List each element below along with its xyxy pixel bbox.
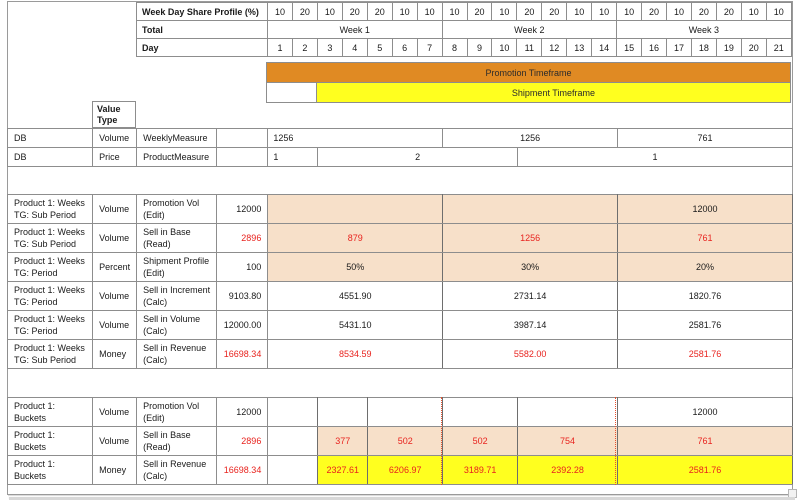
weeks-total-value: 9103.80: [217, 282, 268, 311]
buckets-data-table: [7, 397, 793, 485]
weeks-row-label: [8, 195, 93, 224]
weeks-row-label-line2: TG: Period: [14, 267, 58, 278]
db-table-row: [8, 129, 793, 148]
weeks-row-label-line1: Product 1: Weeks: [14, 343, 85, 353]
calendar-header-table: [136, 2, 792, 57]
weeks-value-cell-3-1[interactable]: 50%: [268, 253, 443, 282]
db-period-cell-2-2[interactable]: 2: [318, 148, 518, 167]
value-type-line2: Type: [97, 115, 118, 125]
share-profile-day-20: 10: [741, 3, 766, 21]
weeks-value-type: Volume: [93, 195, 137, 224]
weeks-row-label-line1: Product 1: Weeks: [14, 285, 85, 295]
weeks-total-value: 12000: [217, 195, 268, 224]
db-period-cell-1-1[interactable]: 1256: [268, 129, 443, 148]
calendar-row-day: [137, 39, 792, 57]
page-shadow: [9, 497, 795, 500]
weeks-value-cell-5-3[interactable]: 2581.76: [618, 311, 793, 340]
week-day-share-profile-label: Week Day Share Profile (%): [137, 3, 268, 21]
weeks-measure-name[interactable]: [137, 311, 217, 340]
buckets-value-type: Money: [93, 456, 137, 485]
buckets-value-cell-2-1[interactable]: [268, 427, 318, 456]
weeks-row-label: [8, 282, 93, 311]
db-total-value: [217, 129, 268, 148]
weeks-row-label-line1: Product 1: Weeks: [14, 314, 85, 324]
shipment-timeframe-label: Shipment Timeframe: [511, 87, 595, 98]
week-label-1: Week 1: [268, 21, 443, 39]
weeks-measure-line1: Promotion Vol: [143, 198, 200, 208]
weeks-row: [8, 340, 793, 369]
db-period-cell-1-3[interactable]: 761: [618, 129, 793, 148]
buckets-row-label: [8, 456, 93, 485]
day-header-18: 18: [691, 39, 716, 57]
calendar-row-total: [137, 21, 792, 39]
calendar-row-share-profile: [137, 3, 792, 21]
buckets-row-label-line1: Product 1:: [14, 401, 56, 411]
weeks-row-label: [8, 311, 93, 340]
day-header-4: 4: [342, 39, 367, 57]
db-source-label: DB: [8, 129, 93, 148]
share-profile-day-9: 20: [467, 3, 492, 21]
promotion-timeframe-row: [267, 63, 791, 83]
share-profile-day-8: 10: [442, 3, 467, 21]
buckets-value-cell-2-5[interactable]: 754: [518, 427, 618, 456]
weeks-row-label-line2: TG: Sub Period: [14, 238, 77, 249]
buckets-value-cell-2-3[interactable]: 502: [368, 427, 443, 456]
weeks-measure-mode: (Edit): [143, 267, 165, 278]
weeks-value-cell-2-3[interactable]: 761: [618, 224, 793, 253]
buckets-measure-name[interactable]: [137, 398, 217, 427]
day-header-13: 13: [567, 39, 592, 57]
day-label: Day: [137, 39, 268, 57]
weeks-measure-name[interactable]: [137, 195, 217, 224]
shipment-timeframe-bar[interactable]: [316, 83, 790, 103]
buckets-value-cell-2-4[interactable]: 502: [443, 427, 518, 456]
buckets-measure-name[interactable]: [137, 427, 217, 456]
buckets-row-label-line1: Product 1:: [14, 430, 56, 440]
share-profile-day-4: 20: [342, 3, 367, 21]
share-profile-day-7: 10: [417, 3, 442, 21]
weeks-row-label-line2: TG: Sub Period: [14, 354, 77, 365]
weeks-measure-mode: (Read): [143, 238, 171, 249]
db-source-label: DB: [8, 148, 93, 167]
day-header-12: 12: [542, 39, 567, 57]
weeks-value-cell-2-2[interactable]: 1256: [443, 224, 618, 253]
buckets-total-value: 16698.34: [217, 456, 268, 485]
share-profile-day-21: 10: [766, 3, 791, 21]
weeks-measure-mode: (Calc): [143, 325, 168, 336]
db-period-cell-2-3[interactable]: 1: [518, 148, 793, 167]
weeks-value-cell-5-2[interactable]: 3987.14: [443, 311, 618, 340]
day-header-16: 16: [642, 39, 667, 57]
total-label: Total: [137, 21, 268, 39]
timeframe-bars-table: [266, 62, 791, 103]
weeks-row-label-line1: Product 1: Weeks: [14, 256, 85, 266]
day-header-17: 17: [667, 39, 692, 57]
weeks-value-cell-4-2[interactable]: 2731.14: [443, 282, 618, 311]
buckets-measure-line1: Sell in Base: [143, 430, 191, 440]
shipment-bar-empty: [267, 83, 317, 103]
buckets-measure-name[interactable]: [137, 456, 217, 485]
weeks-total-value: 100: [217, 253, 268, 282]
share-profile-day-19: 20: [716, 3, 741, 21]
value-type-header-cell: [93, 102, 136, 128]
day-header-2: 2: [292, 39, 317, 57]
share-profile-day-14: 10: [592, 3, 617, 21]
buckets-value-cell-1-2[interactable]: [318, 398, 368, 427]
buckets-total-value: 2896: [217, 427, 268, 456]
buckets-value-cell-3-5[interactable]: 2392.28: [518, 456, 618, 485]
day-header-6: 6: [392, 39, 417, 57]
buckets-row: [8, 398, 793, 427]
buckets-row-label-line1: Product 1:: [14, 459, 56, 469]
buckets-value-cell-3-6[interactable]: 2581.76: [618, 456, 793, 485]
weeks-value-cell-1-2[interactable]: [443, 195, 618, 224]
weeks-total-value: 16698.34: [217, 340, 268, 369]
buckets-value-cell-1-3[interactable]: [368, 398, 443, 427]
day-header-15: 15: [617, 39, 642, 57]
weeks-row: [8, 224, 793, 253]
weeks-row-label-line1: Product 1: Weeks: [14, 227, 85, 237]
day-header-21: 21: [766, 39, 791, 57]
share-profile-day-18: 20: [691, 3, 716, 21]
db-total-value: [217, 148, 268, 167]
db-table-row: [8, 148, 793, 167]
weeks-value-cell-4-1[interactable]: 4551.90: [268, 282, 443, 311]
weeks-value-type: Money: [93, 340, 137, 369]
weeks-value-cell-1-1[interactable]: [268, 195, 443, 224]
day-header-10: 10: [492, 39, 517, 57]
weeks-value-cell-3-2[interactable]: 30%: [443, 253, 618, 282]
weeks-value-type: Volume: [93, 282, 137, 311]
weeks-measure-mode: (Calc): [143, 296, 168, 307]
share-profile-day-16: 20: [642, 3, 667, 21]
day-header-7: 7: [417, 39, 442, 57]
weeks-measure-mode: (Calc): [143, 354, 168, 365]
share-profile-day-13: 10: [567, 3, 592, 21]
weeks-row: [8, 282, 793, 311]
db-measure-name[interactable]: WeeklyMeasure: [137, 129, 217, 148]
shipment-timeframe-row: [267, 83, 791, 103]
weeks-value-cell-5-1[interactable]: 5431.10: [268, 311, 443, 340]
weeks-value-cell-1-3[interactable]: 12000: [618, 195, 793, 224]
value-type-line1: Value: [97, 104, 121, 114]
buckets-measure-mode: (Edit): [143, 412, 165, 423]
weeks-value-cell-2-1[interactable]: 879: [268, 224, 443, 253]
weeks-measure-line1: Sell in Increment: [143, 285, 211, 295]
db-value-type: Price: [93, 148, 137, 167]
weeks-value-type: Volume: [93, 224, 137, 253]
buckets-value-cell-1-4[interactable]: [443, 398, 518, 427]
db-period-cell-2-1[interactable]: 1: [268, 148, 318, 167]
weeks-measure-name[interactable]: [137, 340, 217, 369]
buckets-measure-mode: (Read): [143, 441, 171, 452]
weeks-row-label-line2: TG: Period: [14, 296, 58, 307]
db-value-type: Volume: [93, 129, 137, 148]
buckets-row: [8, 427, 793, 456]
weeks-value-cell-4-3[interactable]: 1820.76: [618, 282, 793, 311]
day-header-11: 11: [517, 39, 542, 57]
buckets-value-cell-1-1[interactable]: [268, 398, 318, 427]
buckets-measure-line1: Promotion Vol: [143, 401, 200, 411]
db-measure-name[interactable]: ProductMeasure: [137, 148, 217, 167]
weeks-total-value: 12000.00: [217, 311, 268, 340]
day-header-8: 8: [442, 39, 467, 57]
weeks-row: [8, 311, 793, 340]
weeks-row-label-line2: TG: Period: [14, 325, 58, 336]
weeks-row: [8, 195, 793, 224]
buckets-value-cell-3-1[interactable]: [268, 456, 318, 485]
share-profile-day-12: 20: [542, 3, 567, 21]
buckets-row: [8, 456, 793, 485]
day-header-1: 1: [268, 39, 293, 57]
weeks-measure-name[interactable]: [137, 282, 217, 311]
buckets-value-cell-3-3[interactable]: 6206.97: [368, 456, 443, 485]
buckets-value-cell-1-6[interactable]: 12000: [618, 398, 793, 427]
buckets-row-label: [8, 427, 93, 456]
share-profile-day-6: 10: [392, 3, 417, 21]
buckets-value-cell-3-2[interactable]: 2327.61: [318, 456, 368, 485]
buckets-total-value: 12000: [217, 398, 268, 427]
weeks-measure-line1: Shipment Profile: [143, 256, 210, 266]
day-header-9: 9: [467, 39, 492, 57]
week-separator-line-2: [615, 397, 616, 485]
share-profile-day-3: 10: [317, 3, 342, 21]
weeks-row-label: [8, 224, 93, 253]
share-profile-day-2: 20: [292, 3, 317, 21]
weeks-measure-line1: Sell in Base: [143, 227, 191, 237]
weeks-value-type: Percent: [93, 253, 137, 282]
buckets-row-label-line2: Buckets: [14, 412, 47, 423]
weeks-value-cell-6-1[interactable]: 8534.59: [268, 340, 443, 369]
week-label-2: Week 2: [442, 21, 617, 39]
db-measures-table: [7, 128, 793, 167]
weeks-row-label-line1: Product 1: Weeks: [14, 198, 85, 208]
buckets-row-label-line2: Buckets: [14, 470, 47, 481]
week-separator-line-1: [441, 397, 442, 485]
day-header-5: 5: [367, 39, 392, 57]
share-profile-day-17: 10: [667, 3, 692, 21]
day-header-14: 14: [592, 39, 617, 57]
buckets-measure-line1: Sell in Revenue: [143, 459, 207, 469]
weeks-value-cell-6-3[interactable]: 2581.76: [618, 340, 793, 369]
weeks-row-label: [8, 340, 93, 369]
weeks-row: [8, 253, 793, 282]
weeks-data-table: [7, 194, 793, 369]
weeks-row-label: [8, 253, 93, 282]
week-label-3: Week 3: [617, 21, 792, 39]
buckets-row-label: [8, 398, 93, 427]
buckets-value-cell-2-2[interactable]: 377: [318, 427, 368, 456]
weeks-total-value: 2896: [217, 224, 268, 253]
buckets-measure-mode: (Calc): [143, 470, 168, 481]
weeks-measure-name[interactable]: [137, 224, 217, 253]
promotion-timeframe-bar[interactable]: Promotion Timeframe: [267, 63, 791, 83]
weeks-measure-mode: (Edit): [143, 209, 165, 220]
weeks-measure-name[interactable]: [137, 253, 217, 282]
day-header-20: 20: [741, 39, 766, 57]
buckets-value-type: Volume: [93, 398, 137, 427]
db-period-cell-1-2[interactable]: 1256: [443, 129, 618, 148]
value-type-header-box: [92, 101, 136, 128]
weeks-measure-line1: Sell in Revenue: [143, 343, 207, 353]
share-profile-day-11: 20: [517, 3, 542, 21]
buckets-value-cell-1-5[interactable]: [518, 398, 618, 427]
weeks-value-cell-3-3[interactable]: 20%: [618, 253, 793, 282]
buckets-row-label-line2: Buckets: [14, 441, 47, 452]
weeks-value-type: Volume: [93, 311, 137, 340]
buckets-value-cell-2-6[interactable]: 761: [618, 427, 793, 456]
weeks-measure-line1: Sell in Volume: [143, 314, 201, 324]
buckets-value-cell-3-4[interactable]: 3189.71: [443, 456, 518, 485]
weeks-value-cell-6-2[interactable]: 5582.00: [443, 340, 618, 369]
buckets-value-type: Volume: [93, 427, 137, 456]
day-header-19: 19: [716, 39, 741, 57]
share-profile-day-10: 10: [492, 3, 517, 21]
share-profile-day-15: 10: [617, 3, 642, 21]
share-profile-day-1: 10: [268, 3, 293, 21]
share-profile-day-5: 20: [367, 3, 392, 21]
day-header-3: 3: [317, 39, 342, 57]
weeks-row-label-line2: TG: Sub Period: [14, 209, 77, 220]
